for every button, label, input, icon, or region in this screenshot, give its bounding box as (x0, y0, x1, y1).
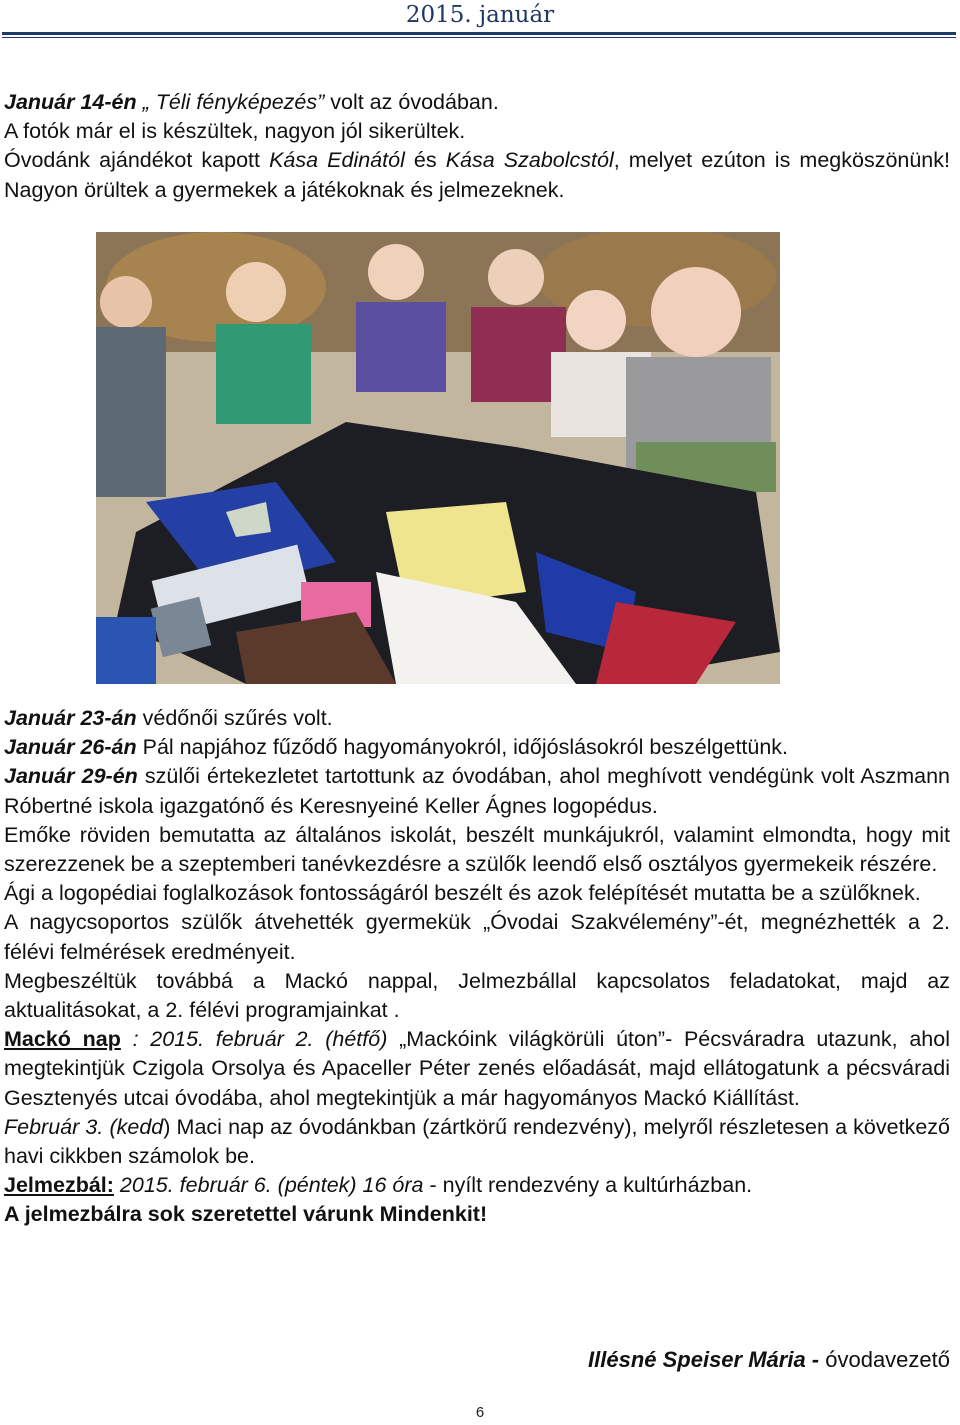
page-number: 6 (475, 1404, 485, 1421)
intro-line-3 (4, 146, 950, 204)
event-jan-29-text: szülői értekezletet tartottunk az óvodában, ahol meghívott vendégünk volt Aszmann Róbertné iskola igazgatónő és Keresnyeiné Keller Ágnes logopédus. (4, 764, 950, 818)
feb-3-paragraph (4, 1113, 950, 1171)
intro-text: Óvodánk ajándékot kapott (4, 148, 270, 173)
paragraph-szakvelemeny: A nagycsoportos szülők átvehették gyermekük „Óvodai Szakvélemény”-ét, megnézhették a 2. félévi felmérések eredményeit. (4, 910, 950, 964)
macko-nap-text: „Mackóink világkörüli úton”- Pécsváradra utazunk, ahol megtekintjük Czigola Orsolya és Apaceller Péter zenés előadását, majd ellátogatunk a pécsváradi Gesztenyés utcai óvodába, ahol megtekintjük a már hagyományos Mackó Kiállítást. (4, 1027, 950, 1110)
intro-line-1-rest: volt az óvodában. (324, 90, 499, 114)
donor-name-2: Kása Szabolcstól (445, 148, 614, 173)
donor-name-1: Kása Edinától (269, 148, 405, 173)
intro-line-1 (4, 88, 950, 117)
event-jan-26 (4, 733, 950, 762)
paragraph-emoke: Emőke röviden bemutatta az általános iskolát, beszélt munkájukról, valamint elmondta, hogy mit szerezzenek be a szeptemberi tanévkezdésre a szülők leendő első osztályos gyermekeik részére. (4, 822, 950, 877)
header-rule-thick (2, 32, 956, 35)
intro-line-2: A fotók már el is készültek, nagyon jól sikerültek. (4, 119, 466, 144)
children-costumes-photo (96, 232, 780, 684)
paragraph-megbeszeltuk: Megbeszéltük továbbá a Mackó nappal, Jelmezbállal kapcsolatos feladatokat, majd az aktualitásokat, a 2. félévi programjainkat . (4, 968, 950, 1023)
macko-nap-date: : 2015. február 2. (hétfő) (120, 1027, 388, 1052)
jelmezbal-date: 2015. február 6. (péntek) 16 óra (113, 1173, 424, 1198)
date-jan-23: Január 23-án (4, 706, 137, 730)
intro-section (4, 88, 950, 205)
event-title: „ Téli fényképezés” (142, 90, 325, 114)
events-section (4, 704, 950, 1230)
feb-3-text: ) Maci nap az óvodánkban (zártkörű rendezvény), melyről részletesen a következő havi cikkben számolok be. (4, 1114, 950, 1169)
header-rule-thin (2, 37, 956, 38)
photo-illustration (96, 232, 780, 684)
date-jan-26: Január 26-án (4, 735, 137, 760)
paragraph-agi: Ági a logopédiai foglalkozások fontosságáról beszélt és azok felépítését mutatta be a szülőknek. (4, 881, 921, 906)
intro-text-and: és (404, 148, 446, 173)
event-jan-26-text: Pál napjához fűződő hagyományokról, időjóslásokról beszélgettünk. (136, 735, 789, 760)
jelmezbal-text: - nyílt rendezvény a kultúrházban. (423, 1173, 753, 1198)
jelmezbal-label: Jelmezbál: (4, 1173, 114, 1198)
date-jan-29: Január 29-én (4, 764, 138, 789)
event-jan-23 (4, 704, 950, 733)
feb-3-date: Február 3. (kedd (4, 1114, 164, 1139)
signature-role: óvodavezető (819, 1347, 950, 1372)
header-title: 2015. január (405, 2, 555, 28)
macko-nap-label: Mackó nap (4, 1027, 121, 1052)
event-jan-29 (4, 762, 950, 820)
signature-name: Illésné Speiser Mária - (588, 1347, 820, 1372)
jelmezbal-paragraph (4, 1171, 950, 1200)
intro-text-thanks: , melyet ezúton is megköszönünk! Nagyon örültek a gyermekek a játékoknak és jelmezeknek. (4, 148, 950, 202)
closing-invitation: A jelmezbálra sok szeretettel várunk Mindenkit! (4, 1202, 488, 1227)
page-header (0, 0, 960, 36)
signature (588, 1345, 950, 1375)
date-jan-14: Január 14-én (4, 90, 137, 114)
event-jan-23-text: védőnői szűrés volt. (136, 706, 333, 730)
macko-nap-paragraph (4, 1025, 950, 1113)
